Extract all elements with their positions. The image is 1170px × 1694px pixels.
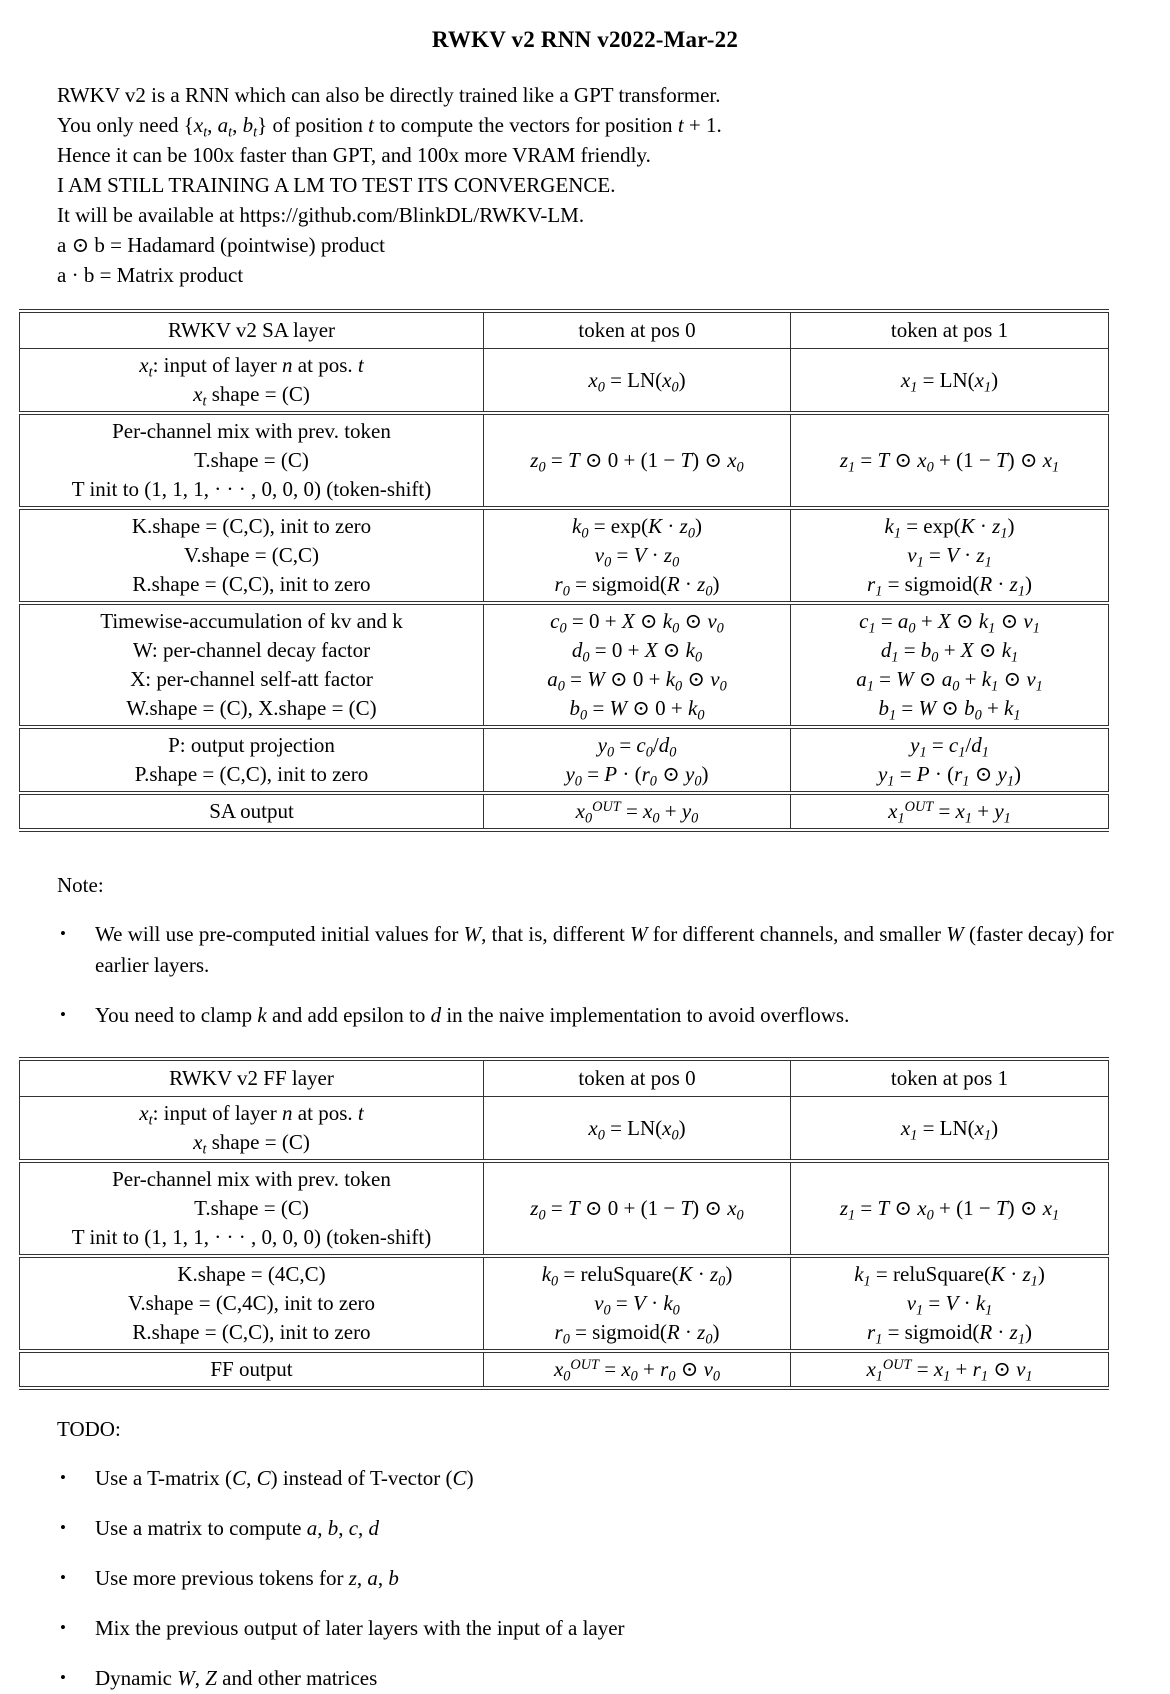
table-cell-pos0 — [484, 1351, 791, 1388]
intro-paragraph — [57, 80, 1170, 290]
formula-line: $r_1$ = sigmoid(R · $z_1$) — [867, 572, 1032, 600]
bullet-icon: • — [60, 1618, 66, 1637]
table-cell-pos1 — [791, 413, 1109, 508]
table-cell-desc — [20, 727, 484, 793]
table-cell-pos1 — [791, 508, 1109, 603]
formula-line: $r_1$ = sigmoid(R · $z_1$) — [867, 1320, 1032, 1348]
formula-line: $k_1$ = reluSquare(K · $z_1$) — [854, 1262, 1045, 1290]
table-cell-desc — [20, 508, 484, 603]
intro-line: I AM STILL TRAINING A LM TO TEST ITS CONVERGENCE. — [57, 173, 616, 197]
formula-line: $y_1 = c_1/d_1$ — [910, 733, 989, 761]
bullet-icon: • — [60, 1518, 66, 1537]
formula-line: $k_1 = \exp(K \cdot z_1)$ — [884, 514, 1015, 542]
todo-bullet-text: Use more previous tokens for z, a, b — [95, 1566, 399, 1590]
formula-line: $v_1 = V \cdot k_1$ — [906, 1291, 993, 1319]
formula-line: $x_0^{OUT} = x_0 + y_0$ — [575, 798, 699, 827]
formula-line: X: per-channel self-att factor — [130, 667, 373, 691]
intro-line-matrix: a · b = Matrix product — [57, 263, 244, 287]
bullet-icon: • — [60, 1468, 66, 1487]
column-header-pos0: token at pos 0 — [484, 311, 791, 349]
table-cell-pos0 — [484, 349, 791, 414]
note-bullet-item — [57, 919, 1125, 981]
table-cell-pos0 — [484, 1256, 791, 1351]
column-header-pos1: token at pos 1 — [791, 1059, 1109, 1097]
formula-line: SA output — [209, 799, 294, 823]
table-cell-pos0 — [484, 1097, 791, 1162]
formula-line: $v_1 = V \cdot z_1$ — [907, 543, 992, 571]
table-cell-pos1 — [791, 1256, 1109, 1351]
formula-line: $x_0 = LN(x_0)$ — [588, 1115, 686, 1143]
todo-bullet-item — [57, 1663, 1170, 1694]
formula-line: $z_1 = T$ ⊙ $x_0 + (1 - T)$ ⊙ $x_1$ — [839, 1196, 1060, 1224]
todo-bullet-text: Mix the previous output of later layers with the input of a layer — [95, 1616, 625, 1640]
intro-line-url: It will be available at https://github.com/BlinkDL/RWKV-LM. — [57, 203, 585, 227]
formula-line: T init to (1, 1, 1, · · · , 0, 0, 0) (token-shift) — [71, 477, 432, 501]
note-heading: Note: — [57, 873, 104, 897]
formula-line: $a_0 = W$ ⊙ $0 + k_0$ ⊙ $v_0$ — [547, 667, 727, 695]
table-row — [20, 727, 1109, 793]
formula-line: $b_0 = W$ ⊙ $0 + k_0$ — [569, 696, 705, 724]
formula-line: R.shape = (C,C), init to zero — [132, 1320, 371, 1344]
table-header-row — [20, 1059, 1109, 1097]
formula-line: $b_1 = W$ ⊙ $b_0 + k_1$ — [878, 696, 1021, 724]
todo-heading: TODO: — [57, 1417, 121, 1441]
formula-line: $z_0 = T$ ⊙ 0 + (1 − T) ⊙ $x_0$ — [530, 448, 744, 476]
formula-line: $y_0 = c_0/d_0$ — [597, 733, 677, 761]
table-row — [20, 1097, 1109, 1162]
formula-line: $d_0 = 0 + X$ ⊙ $k_0$ — [571, 638, 703, 666]
bullet-icon: • — [60, 1668, 66, 1687]
note-bullet-text: You need to clamp k and add epsilon to d in the naive implementation to avoid overflows. — [95, 1003, 850, 1027]
column-header-pos1: token at pos 1 — [791, 311, 1109, 349]
formula-line: $y_1 = P \cdot (r_1$ ⊙ $y_1$) — [877, 762, 1022, 790]
formula-line: $c_0 = 0 + X$ ⊙ $k_0$ ⊙ $v_0$ — [550, 609, 724, 637]
table-cell-pos1 — [791, 1097, 1109, 1162]
table-row — [20, 413, 1109, 508]
column-header-layer: RWKV v2 SA layer — [20, 311, 484, 349]
formula-line: Per-channel mix with prev. token — [112, 1167, 391, 1191]
table-cell-desc — [20, 413, 484, 508]
formula-line: $x_1 = LN(x_1)$ — [900, 367, 999, 395]
formula-line: $x_0^{OUT} = x_0 + r_0$ ⊙ $v_0$ — [553, 1356, 721, 1385]
table-row — [20, 1351, 1109, 1388]
formula-line: $r_0$ = sigmoid(R · $z_0$) — [554, 1320, 720, 1348]
todo-bullet-text: Use a matrix to compute a, b, c, d — [95, 1516, 380, 1540]
table-cell-desc — [20, 1351, 484, 1388]
table-cell-pos1 — [791, 1351, 1109, 1388]
intro-line: RWKV v2 is a RNN which can also be directly trained like a GPT transformer. — [57, 83, 721, 107]
table-cell-pos0 — [484, 508, 791, 603]
formula-line: $x_0 = LN(x_0)$ — [588, 367, 686, 395]
formula-line: T.shape = (C) — [194, 448, 309, 472]
intro-line-hadamard: a ⊙ b = Hadamard (pointwise) product — [57, 233, 386, 257]
formula-line: W.shape = (C), X.shape = (C) — [126, 696, 377, 720]
bullet-icon: • — [60, 1005, 66, 1024]
sa-layer-table — [19, 309, 1109, 832]
formula-line: W: per-channel decay factor — [132, 638, 371, 662]
formula-line: Per-channel mix with prev. token — [112, 419, 391, 443]
table-cell-pos1 — [791, 1161, 1109, 1256]
formula-line: $y_0 = P \cdot (r_0$ ⊙ $y_0$) — [565, 762, 709, 790]
formula-line: $x_t$ shape = (C) — [193, 1130, 310, 1158]
table-row — [20, 1256, 1109, 1351]
table-cell-pos0 — [484, 727, 791, 793]
formula-line: R.shape = (C,C), init to zero — [132, 572, 371, 596]
formula-line: $v_0 = V \cdot z_0$ — [594, 543, 680, 571]
todo-bullet-item — [57, 1613, 1170, 1644]
column-header-pos0: token at pos 0 — [484, 1059, 791, 1097]
column-header-layer: RWKV v2 FF layer — [20, 1059, 484, 1097]
formula-line: $k_0$ = reluSquare(K · $z_0$) — [541, 1262, 733, 1290]
bullet-icon: • — [60, 1568, 66, 1587]
formula-line: $v_0 = V \cdot k_0$ — [594, 1291, 680, 1319]
formula-line: $k_0 = \exp(K \cdot z_0)$ — [572, 514, 702, 542]
page-title: RWKV v2 RNN v2022-Mar-22 — [431, 27, 739, 52]
formula-line: V.shape = (C,4C), init to zero — [127, 1291, 376, 1315]
formula-line: $d_1 = b_0 + X$ ⊙ $k_1$ — [880, 638, 1019, 666]
formula-line: $a_1 = W$ ⊙ $a_0 + k_1$ ⊙ $v_1$ — [856, 667, 1043, 695]
table-cell-pos1 — [791, 349, 1109, 414]
table-cell-desc — [20, 793, 484, 830]
formula-line: P: output projection — [168, 733, 335, 757]
table-cell-pos1 — [791, 793, 1109, 830]
table-cell-desc — [20, 1161, 484, 1256]
formula-line: Timewise-accumulation of kv and k — [100, 609, 403, 633]
formula-line: T init to (1, 1, 1, · · · , 0, 0, 0) (token-shift) — [71, 1225, 432, 1249]
formula-line: $c_1 = a_0 + X$ ⊙ $k_1$ ⊙ $v_1$ — [859, 609, 1040, 637]
table-cell-desc — [20, 603, 484, 727]
table-row — [20, 1161, 1109, 1256]
table-cell-pos0 — [484, 1161, 791, 1256]
formula-line: FF output — [210, 1357, 293, 1381]
todo-section — [57, 1414, 1170, 1694]
formula-line: $x_t$ shape = (C) — [193, 382, 310, 410]
formula-line: $x_1^{OUT} = x_1 + r_1$ ⊙ $v_1$ — [866, 1356, 1033, 1385]
formula-line: P.shape = (C,C), init to zero — [134, 762, 369, 786]
todo-bullet-text: Use a T-matrix (C, C) instead of T-vector (C) — [95, 1466, 474, 1490]
intro-line: Hence it can be 100x faster than GPT, and 100x more VRAM friendly. — [57, 143, 651, 167]
table-cell-pos0 — [484, 603, 791, 727]
table-cell-desc — [20, 1097, 484, 1162]
note-bullet-item — [57, 1000, 1125, 1031]
bullet-icon: • — [60, 924, 66, 943]
table-cell-pos1 — [791, 603, 1109, 727]
note-bullet-text: We will use pre-computed initial values for W, that is, different W for different channels, and smaller W (faster decay) for earlier layers. — [95, 922, 1114, 977]
table-cell-pos0 — [484, 413, 791, 508]
formula-line: $x_t$: input of layer n at pos. t — [139, 1101, 364, 1129]
formula-line: $x_t$: input of layer n at pos. t — [139, 353, 364, 381]
todo-bullet-text: Dynamic W, Z and other matrices — [95, 1666, 378, 1690]
note-section — [57, 870, 1170, 1031]
formula-line: $x_1 = LN(x_1)$ — [900, 1115, 999, 1143]
table-cell-desc — [20, 349, 484, 414]
table-row — [20, 603, 1109, 727]
todo-bullet-item — [57, 1513, 1170, 1544]
table-row — [20, 793, 1109, 830]
todo-bullet-item — [57, 1463, 1170, 1494]
formula-line: K.shape = (4C,C) — [177, 1262, 326, 1286]
table-cell-pos1 — [791, 727, 1109, 793]
table-cell-desc — [20, 1256, 484, 1351]
table-cell-pos0 — [484, 793, 791, 830]
formula-line: $r_0$ = sigmoid(R · $z_0$) — [554, 572, 720, 600]
table-row — [20, 508, 1109, 603]
formula-line: $z_1 = T$ ⊙ $x_0 + (1 - T)$ ⊙ $x_1$ — [839, 448, 1060, 476]
formula-line: T.shape = (C) — [194, 1196, 309, 1220]
formula-line: $z_0 = T$ ⊙ 0 + (1 − T) ⊙ $x_0$ — [530, 1196, 744, 1224]
formula-line: $x_1^{OUT} = x_1 + y_1$ — [888, 798, 1011, 827]
formula-line: K.shape = (C,C), init to zero — [131, 514, 372, 538]
todo-bullet-item — [57, 1563, 1170, 1594]
table-header-row — [20, 311, 1109, 349]
formula-line: V.shape = (C,C) — [183, 543, 320, 567]
intro-line: You only need {$x_t$, $a_t$, $b_t$} of position t to compute the vectors for position t + 1. — [57, 113, 722, 141]
ff-layer-table — [19, 1057, 1109, 1390]
table-row — [20, 349, 1109, 414]
